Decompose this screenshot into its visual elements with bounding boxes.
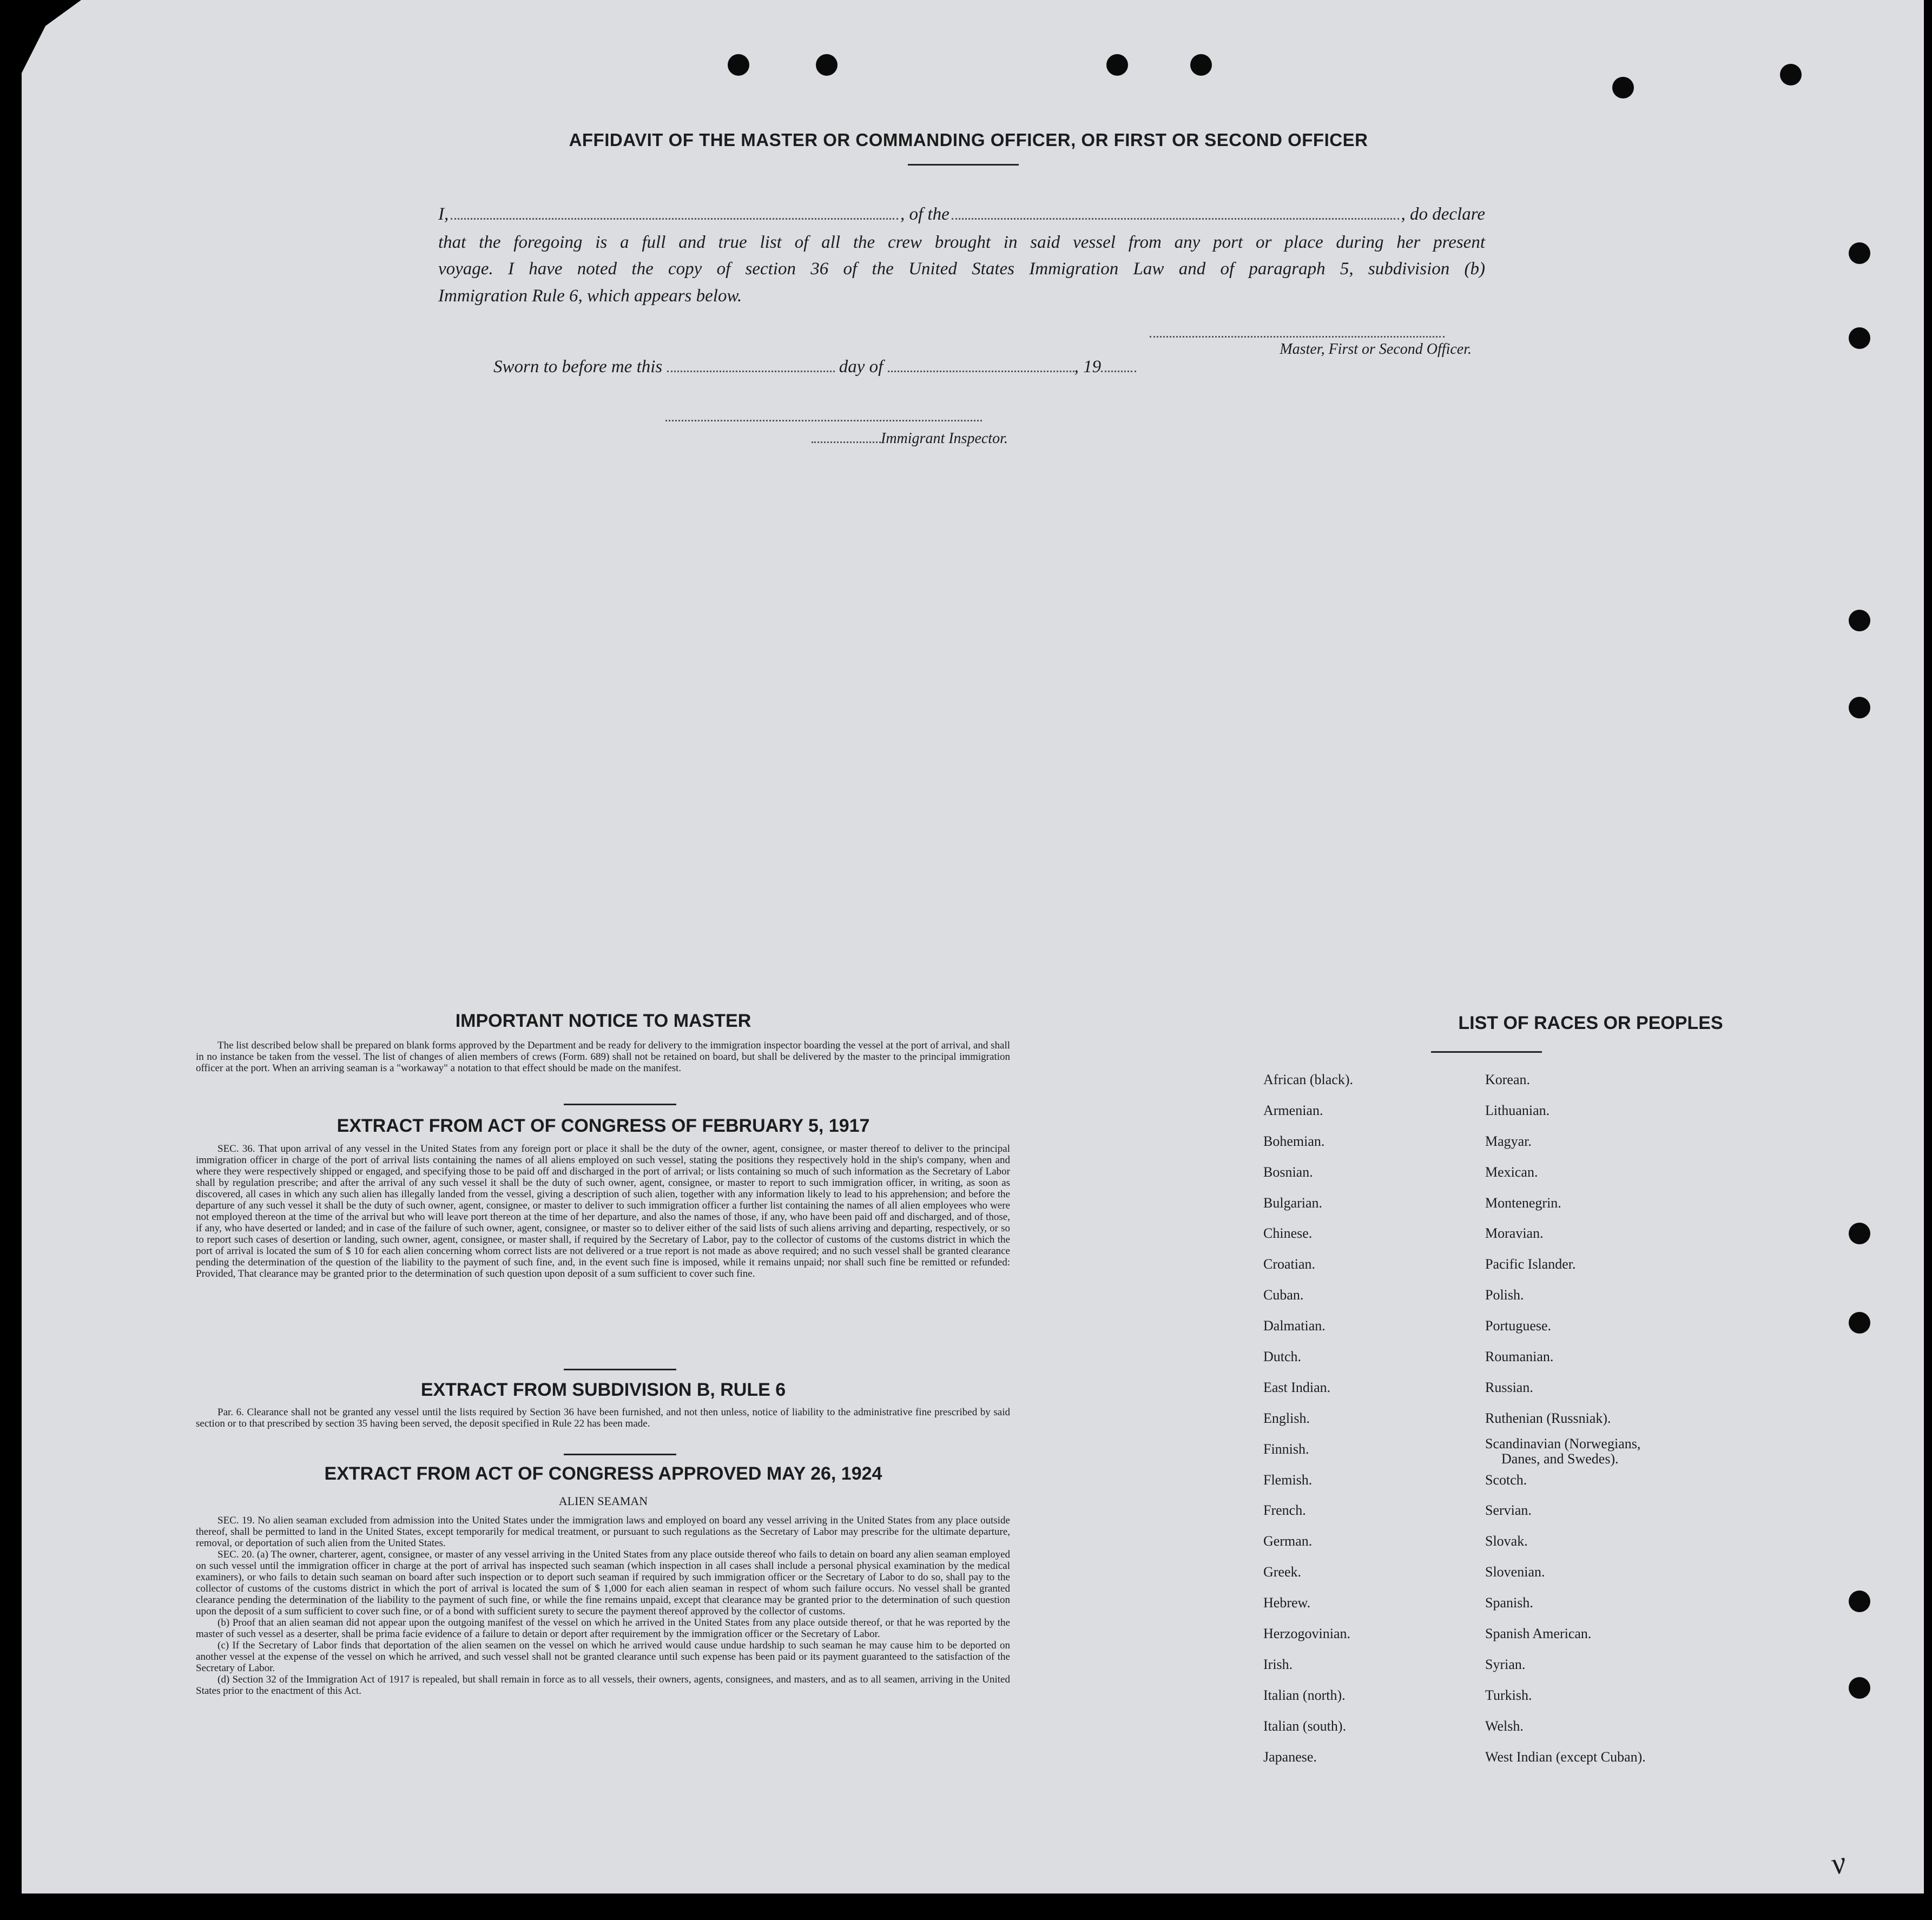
race-item: Flemish. [1263, 1472, 1313, 1488]
punch-hole [1190, 54, 1212, 76]
affidavit-text-line: that the foregoing is a full and true list of all the crew brought in said vessel from any port or place during her present [438, 233, 1485, 252]
race-item: Roumanian. [1485, 1349, 1554, 1365]
race-item: English. [1263, 1410, 1310, 1426]
sworn-prefix: Sworn to before me this [493, 357, 663, 377]
punch-hole [1780, 64, 1802, 85]
extract-1924-title: EXTRACT FROM ACT OF CONGRESS APPROVED MAY 26, 1924 [324, 1463, 882, 1484]
section-divider [564, 1104, 676, 1105]
affidavit-title: AFFIDAVIT OF THE MASTER OR COMMANDING OFFICER, OR FIRST OR SECOND OFFICER [569, 130, 1368, 150]
master-signature-line [1150, 335, 1445, 338]
par-6-paragraph: Par. 6. Clearance shall not be granted any vessel until the lists required by Section 36 have been furnished, and not then unless, notice of liability to the administrative fine prescribed by said section or to that prescribed by section 35 having been served, the deposit specified in Rule 22 has been made. [196, 1407, 1010, 1429]
master-signature-label: Master, First or Second Officer. [1280, 341, 1472, 358]
sec-36-paragraph: SEC. 36. That upon arrival of any vessel in the United States from any foreign port or place it shall be the duty of the owner, agent, consignee, or master thereof to deliver to the principal immigration officer in charge of the port of arrival lists containing the names of all aliens employed on such vessel, stating the positions they respectively hold in the ship's company, when and where they were respectively shipped or engaged, and specifying those to be paid off and discharged in the port of arrival; or lists containing so much of such information as the Secretary of Labor shall by regulation prescribe; and after the arrival of any such vessel it shall be the duty of such owner, agent, consignee, or master to report to such immigration officer, in writing, as soon as discovered, all cases in which any such alien has illegally landed from the vessel, giving a description of such alien, together with any information likely to lead to his apprehension; and before the departure of any such vessel it shall be the duty of such owner, agent, consignee, or master to deliver to such immigration officer a further list containing the names of all alien employees who were not employed thereon at the time of the arrival but who will leave port thereon at the time of her departure, and also the names of those, if any, who have been paid off and discharged, and of those, if any, who have deserted or landed; and in case of the failure of such owner, agent, consignee, or master so to deliver either of the said lists of such aliens arriving and departing, respectively, or so to report such cases of desertion or landing, such owner, agent, consignee, or master shall, if required by the Secretary of Labor, pay to the collector of customs of the customs district in which the port of arrival is located the sum of $ 10 for each alien concerning whom correct lists are not delivered or a true report is not made as above required; and no such vessel shall be granted clearance pending the determination of the question of the liability to the payment of such fine, and, in the event such fine is imposed, while it remains unpaid; nor shall such fine be remitted or refunded: Provided, That clearance may be granted prior to the determination of such question upon deposit of a sum sufficient to cover such fine. [196, 1143, 1010, 1279]
races-right-column [1485, 1072, 1646, 1780]
race-item: West Indian (except Cuban). [1485, 1749, 1646, 1765]
sworn-month-blank [888, 370, 1074, 372]
race-item: Pacific Islander. [1485, 1256, 1576, 1272]
punch-hole [728, 54, 749, 76]
race-item: Ruthenian (Russniak). [1485, 1410, 1611, 1426]
race-item: Portuguese. [1485, 1318, 1552, 1334]
punch-hole [1106, 54, 1128, 76]
affidavit-i: I, [438, 204, 449, 224]
inspector-leader-dots [812, 441, 881, 443]
race-item: Turkish. [1485, 1687, 1532, 1703]
race-item: Bosnian. [1263, 1164, 1313, 1180]
affidavit-declaration-line [438, 201, 1485, 227]
sworn-day: day of [839, 357, 883, 377]
race-item: Mexican. [1485, 1164, 1538, 1180]
races-left-column [1263, 1072, 1353, 1780]
race-item: Chinese. [1263, 1225, 1313, 1242]
race-item [1485, 1436, 1646, 1467]
race-item: Irish. [1263, 1656, 1293, 1672]
race-item: Cuban. [1263, 1287, 1304, 1303]
notice-title: IMPORTANT NOTICE TO MASTER [455, 1011, 751, 1031]
race-item: Armenian. [1263, 1102, 1323, 1118]
race-item: Korean. [1485, 1072, 1531, 1087]
inspector-signature-label [812, 430, 1008, 447]
races-divider [1431, 1051, 1542, 1053]
race-item: Italian (north). [1263, 1687, 1346, 1703]
extract-1917-title: EXTRACT FROM ACT OF CONGRESS OF FEBRUARY 5, 1917 [337, 1116, 870, 1136]
punch-hole [1849, 697, 1870, 718]
punch-hole [816, 54, 838, 76]
race-item-continuation: Danes, and Swedes). [1501, 1450, 1619, 1467]
sworn-year-blank [1101, 370, 1136, 372]
race-item: Herzogovinian. [1263, 1626, 1351, 1642]
extract-1924-body [196, 1515, 1010, 1697]
race-item: African (black). [1263, 1072, 1354, 1087]
affidavit-text-line: Immigration Rule 6, which appears below. [438, 286, 742, 306]
race-item: Japanese. [1263, 1749, 1317, 1765]
vessel-blank [952, 217, 1399, 220]
section-divider [564, 1369, 676, 1370]
notice-paragraph: The list described below shall be prepared on blank forms approved by the Department and be ready for delivery to the immigration inspector boarding the vessel at the port of arrival, and shall in no instance be taken from the vessel. The list of changes of alien members of crews (Form. 689) shall not be retained on board, but shall be delivered by the master to the principal immigration officer at the port. When an arriving seaman is a "workaway" a notation to that effect should be made on the manifest. [196, 1040, 1010, 1074]
sec-20d-paragraph: (d) Section 32 of the Immigration Act of 1917 is repealed, but shall remain in force as to all vessels, their owners, agents, consignees, and masters, and as to all seamen, arriving in the United States prior to the enactment of this Act. [196, 1674, 1010, 1697]
punch-hole [1849, 610, 1870, 631]
race-item: Dalmatian. [1263, 1318, 1326, 1334]
sec-19-paragraph: SEC. 19. No alien seaman excluded from admission into the United States under the immigration laws and employed on board any vessel arriving in the United States from any place outside thereof, shall be permitted to land in the United States, except temporarily for medical treatment, or pursuant to such regulations as the Secretary of Labor may prescribe for the ultimate departure, removal, or deportation of such alien from the United States. [196, 1515, 1010, 1549]
race-item: East Indian. [1263, 1379, 1331, 1395]
race-item: Polish. [1485, 1287, 1524, 1303]
race-item: Slovak. [1485, 1533, 1528, 1549]
notice-body [196, 1040, 1010, 1074]
race-item: Spanish. [1485, 1595, 1533, 1611]
race-item: Slovenian. [1485, 1564, 1545, 1580]
race-item: Croatian. [1263, 1256, 1316, 1272]
sec-20b-paragraph: (b) Proof that an alien seaman did not appear upon the outgoing manifest of the vessel on which he arrived in the United States from any place outside thereof, or that he was reported by the master of such vessel as a deserter, shall be prima facie evidence of a failure to detain or deport after requirement by the immigration officer or the Secretary of Labor. [196, 1617, 1010, 1640]
title-divider [908, 164, 1019, 166]
race-item: Syrian. [1485, 1656, 1526, 1672]
race-item: Bulgarian. [1263, 1195, 1323, 1211]
race-item: Welsh. [1485, 1718, 1524, 1734]
races-title: LIST OF RACES OR PEOPLES [1458, 1013, 1723, 1033]
race-item: French. [1263, 1502, 1306, 1519]
sec-20c-paragraph: (c) If the Secretary of Labor finds that deportation of the alien seamen on the vessel on which he arrived would cause undue hardship to such seaman he may cause him to be deported on another vessel at the expense of the vessel on which he arrived, and such vessel shall not be granted clearance until such expense has been paid or its payment guaranteed to the satisfaction of the Secretary of Labor. [196, 1640, 1010, 1674]
name-blank [451, 217, 898, 220]
alien-seaman-subtitle: ALIEN SEAMAN [558, 1494, 648, 1508]
race-item: Magyar. [1485, 1133, 1532, 1149]
race-item: Russian. [1485, 1379, 1533, 1395]
affidavit-of-the: , of the [900, 204, 949, 224]
race-item: Dutch. [1263, 1349, 1302, 1365]
extract-1917-body [196, 1143, 1010, 1279]
race-item: Lithuanian. [1485, 1102, 1550, 1118]
race-item: Moravian. [1485, 1225, 1544, 1242]
race-item: German. [1263, 1533, 1313, 1549]
race-item: Greek. [1263, 1564, 1302, 1580]
inspector-signature-line [665, 419, 982, 421]
race-item: Bohemian. [1263, 1133, 1325, 1149]
race-item: Montenegrin. [1485, 1195, 1561, 1211]
punch-hole [1849, 327, 1870, 349]
punch-hole [1849, 1591, 1870, 1612]
race-item: Servian. [1485, 1502, 1532, 1519]
punch-hole [1849, 1223, 1870, 1244]
punch-hole [1849, 1312, 1870, 1334]
handwritten-corner-mark: v [1828, 1844, 1849, 1882]
section-divider [564, 1454, 676, 1455]
subdivision-b-title: EXTRACT FROM SUBDIVISION B, RULE 6 [420, 1380, 786, 1400]
affidavit-text-line: voyage. I have noted the copy of section 36 of the United States Immigration Law and of paragraph 5, subdivision (b) [438, 259, 1485, 279]
punch-hole [1849, 1677, 1870, 1699]
race-item-text: Scandinavian (Norwegians, [1485, 1435, 1641, 1451]
sec-20a-paragraph: SEC. 20. (a) The owner, charterer, agent, consignee, or master of any vessel arriving in the United States from any place outside thereof who fails to detain on board any alien seaman employed on such vessel until the immigration officer in charge at the port of arrival has inspected such seaman (which inspection in all cases shall include a personal physical examination by the medical examiners), or who fails to detain such seaman on board after such inspection or to deport such seaman if required by such immigration officer or the Secretary of Labor to do so, shall pay to the collector of customs of the customs district in which the port of arrival is located the sum of $ 1,000 for each alien seaman in respect of whom such failure occurs. No vessel shall be granted clearance pending the determination of the liability to the payment of such fine, or while the fine remains unpaid, except that clearance may be granted prior to the determination of such question upon the deposit of a sum sufficient to cover such fine, or of a bond with sufficient surety to secure the payment thereof approved by the collector of customs. [196, 1549, 1010, 1617]
race-item: Italian (south). [1263, 1718, 1347, 1734]
punch-hole [1849, 242, 1870, 264]
punch-hole [1612, 77, 1634, 98]
race-item: Hebrew. [1263, 1595, 1311, 1611]
race-item: Spanish American. [1485, 1626, 1592, 1642]
race-item: Scotch. [1485, 1472, 1527, 1488]
inspector-label-text: Immigrant Inspector. [881, 430, 1008, 447]
race-item: Finnish. [1263, 1441, 1309, 1457]
sworn-year: , 19 [1074, 357, 1102, 377]
sworn-date-blank [667, 370, 835, 372]
subdivision-b-body [196, 1407, 1010, 1429]
sworn-line [493, 357, 1136, 377]
affidavit-declare: , do declare [1401, 204, 1485, 224]
